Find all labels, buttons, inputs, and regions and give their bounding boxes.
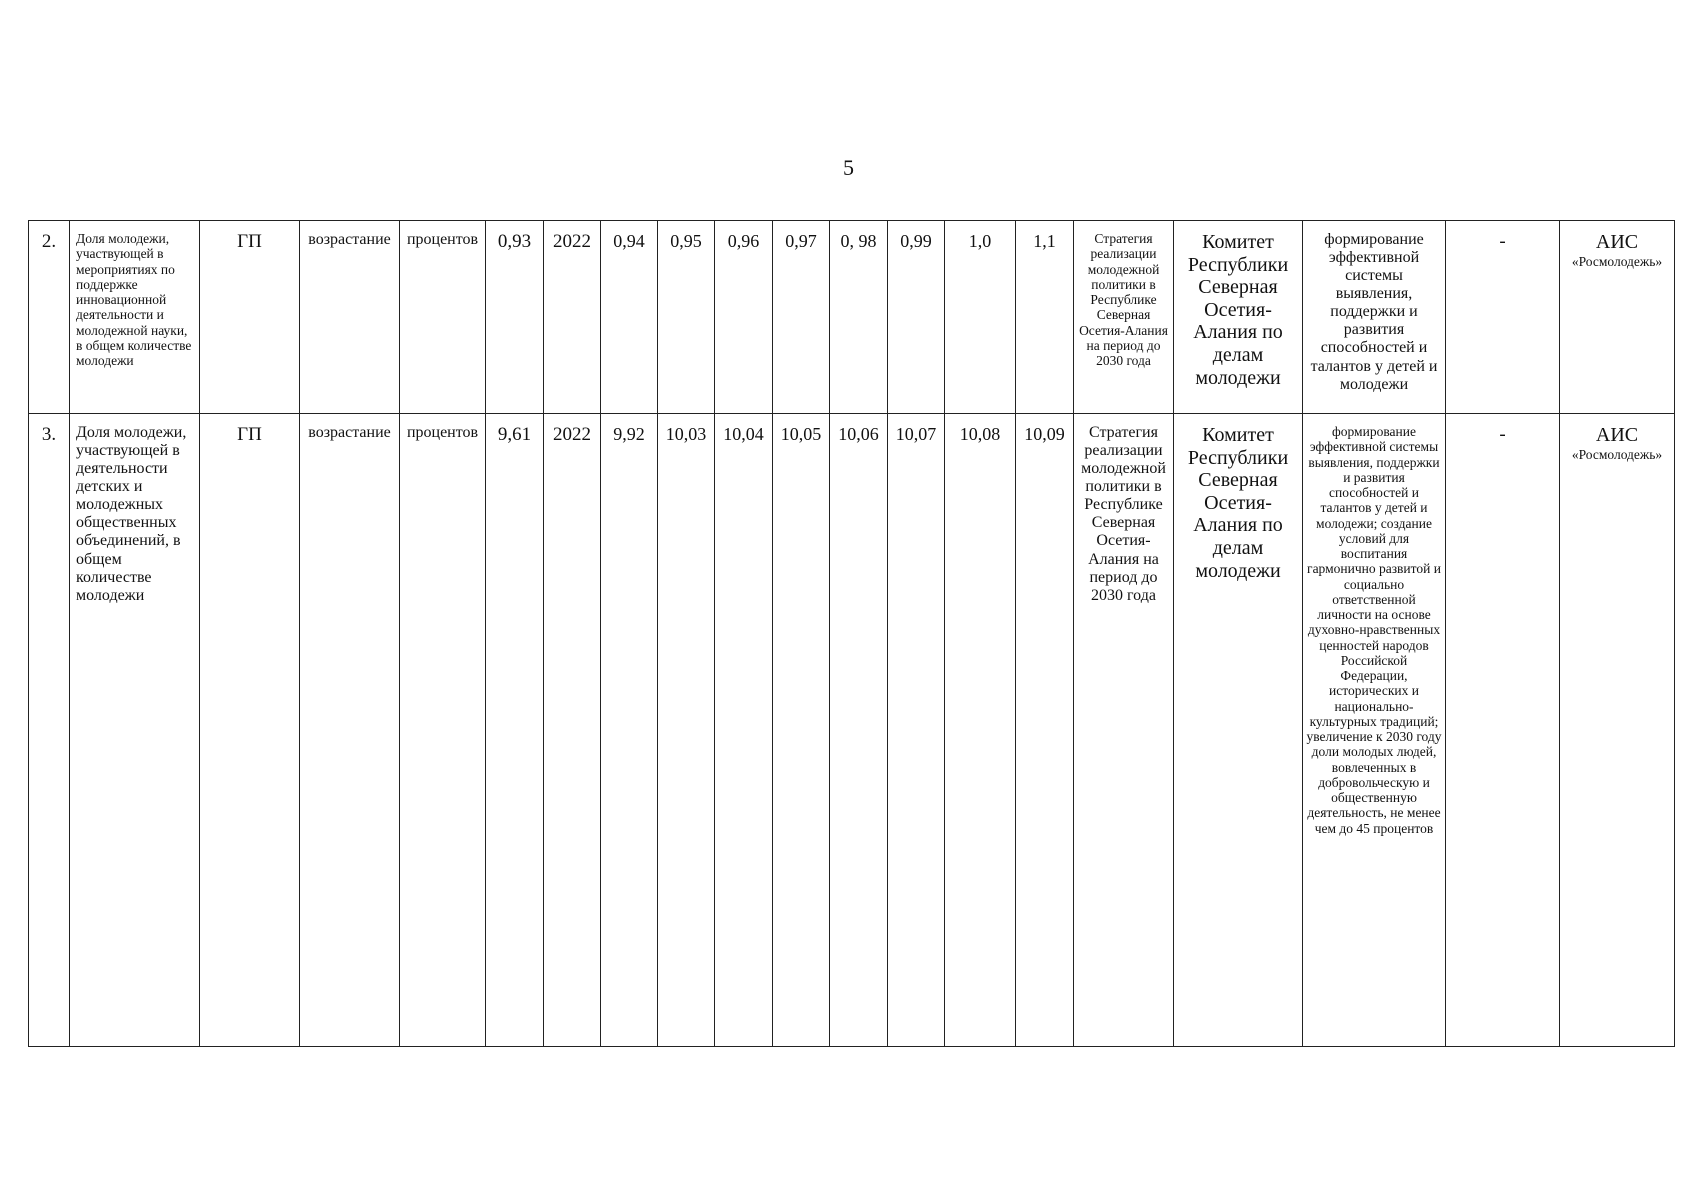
target-value-8: 1,1 <box>1016 221 1074 414</box>
target-value-2: 10,03 <box>658 414 715 1047</box>
target-value-2: 0,95 <box>658 221 715 414</box>
indicator-trend: возрастание <box>300 221 400 414</box>
info-system-subname: «Росмолодежь» <box>1571 446 1663 462</box>
indicator-trend: возрастание <box>300 414 400 1047</box>
row-number: 3. <box>29 414 70 1047</box>
info-system-name: АИС <box>1595 424 1639 446</box>
target-value-4: 0,97 <box>773 221 830 414</box>
info-system <box>1560 221 1675 414</box>
indicator-level: ГП <box>200 221 300 414</box>
dash-cell: - <box>1446 414 1560 1047</box>
responsible-body: Комитет Республики Северная Осетия-Алания по делам молодежи <box>1174 221 1303 414</box>
strategy-document: Стратегия реализации молодежной политики в Республике Северная Осетия-Алания на период до 2030 года <box>1074 414 1174 1047</box>
row-number: 2. <box>29 221 70 414</box>
target-value-1: 9,92 <box>601 414 658 1047</box>
target-value-6: 0,99 <box>888 221 945 414</box>
indicators-table <box>28 220 1675 1047</box>
table-row <box>29 221 1675 414</box>
target-value-5: 10,06 <box>830 414 888 1047</box>
national-goal: формирование эффективной системы выявления, поддержки и развития способностей и талантов у детей и молодежи; создание условий для воспитания гармонично развитой и социально ответственной личности на основе духовно-нравственных ценностей народов Российской Федерации, исторических и национально-культурных традиций; увеличение к 2030 году доли молодых людей, вовлеченных в добровольческую и общественную деятельность, не менее чем до 45 процентов <box>1303 414 1446 1047</box>
target-value-4: 10,05 <box>773 414 830 1047</box>
target-value-6: 10,07 <box>888 414 945 1047</box>
target-value-5: 0, 98 <box>830 221 888 414</box>
indicator-unit: процентов <box>400 221 486 414</box>
target-value-1: 0,94 <box>601 221 658 414</box>
responsible-body: Комитет Республики Северная Осетия-Алания по делам молодежи <box>1174 414 1303 1047</box>
dash-cell: - <box>1446 221 1560 414</box>
info-system-name: АИС <box>1595 231 1639 253</box>
base-year: 2022 <box>544 414 601 1047</box>
target-value-7: 1,0 <box>945 221 1016 414</box>
target-value-8: 10,09 <box>1016 414 1074 1047</box>
target-value-7: 10,08 <box>945 414 1016 1047</box>
info-system <box>1560 414 1675 1047</box>
page-number: 5 <box>843 155 854 180</box>
strategy-document: Стратегия реализации молодежной политики в Республике Северная Осетия-Алания на период до 2030 года <box>1074 221 1174 414</box>
table-row <box>29 414 1675 1047</box>
indicator-unit: процентов <box>400 414 486 1047</box>
target-value-3: 10,04 <box>715 414 773 1047</box>
base-value: 9,61 <box>486 414 544 1047</box>
base-value: 0,93 <box>486 221 544 414</box>
target-value-3: 0,96 <box>715 221 773 414</box>
national-goal: формирование эффективной системы выявления, поддержки и развития способностей и талантов у детей и молодежи <box>1303 221 1446 414</box>
indicator-name: Доля молодежи, участвующей в мероприятиях по поддержке инновационной деятельности и молодежной науки, в общем количестве молодежи <box>70 221 200 414</box>
base-year: 2022 <box>544 221 601 414</box>
indicator-name: Доля молодежи, участвующей в деятельности детских и молодежных общественных объединений, в общем количестве молодежи <box>70 414 200 1047</box>
info-system-subname: «Росмолодежь» <box>1571 253 1663 269</box>
indicator-level: ГП <box>200 414 300 1047</box>
